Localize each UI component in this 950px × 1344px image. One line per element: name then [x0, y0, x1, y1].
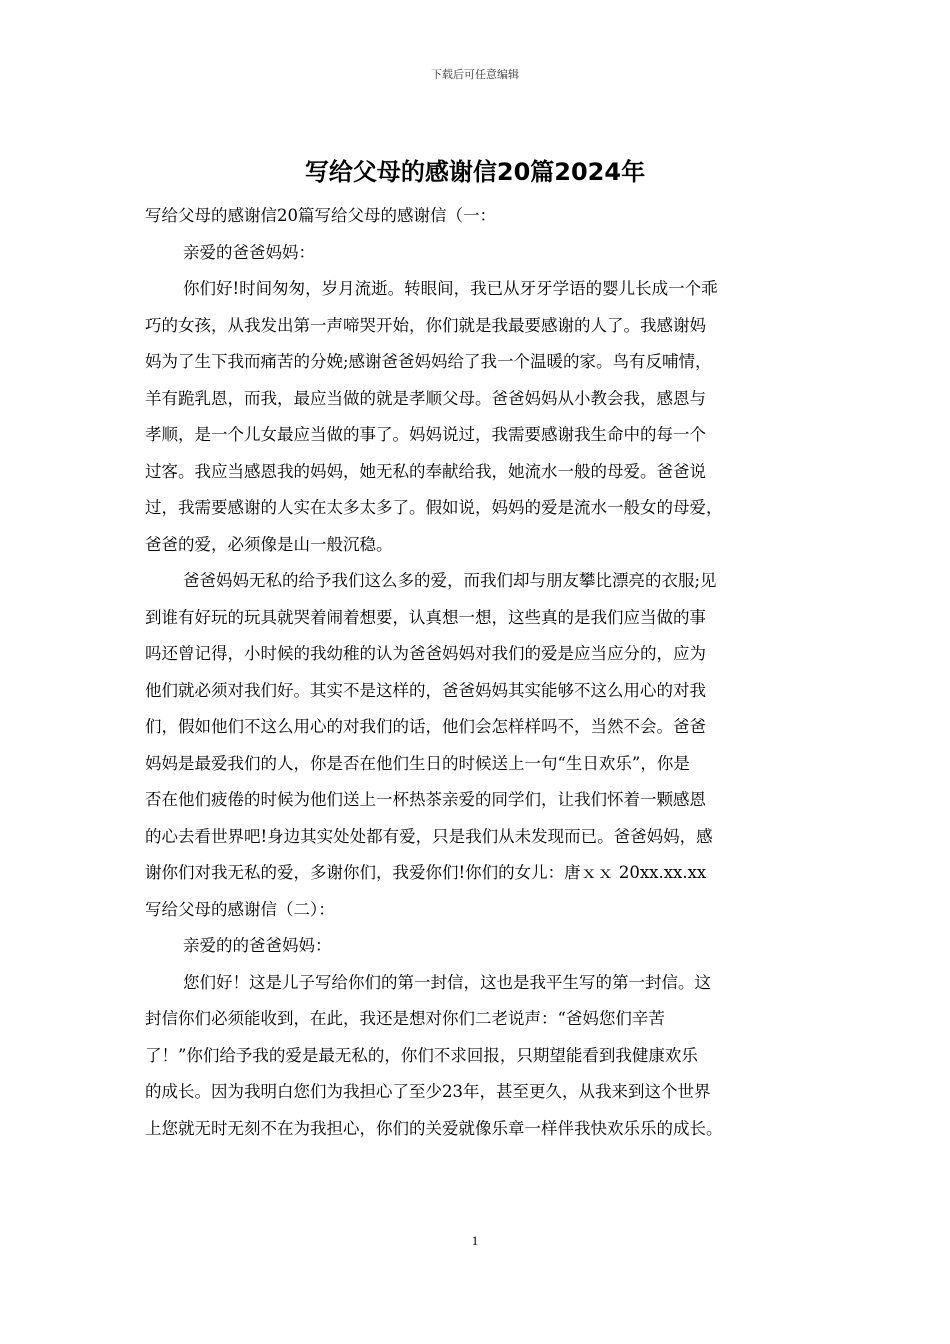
text-line: 的心去看世界吧!身边其实处处都有爱，只是我们从未发现而已。爸爸妈妈，感 [145, 826, 713, 846]
text-line: 的成长。因为我明白您们为我担心了至少23年，甚至更久，从我来到这个世界 [145, 1082, 711, 1101]
text-line: 妈为了生下我而痛苦的分娩;感谢爸爸妈妈给了我一个温暖的家。鸟有反哺情， [145, 352, 712, 371]
text-line: 写给父母的感谢信20篇写给父母的感谢信（一： [145, 206, 496, 225]
text-line: 吗还曾记得，小时候的我幼稚的认为爸爸妈妈对我们的爱是应当应分的，应为 [145, 644, 706, 663]
text-line: 您们好！这是儿子写给你们的第一封信，这也是我平生写的第一封信。这 [183, 972, 711, 992]
text-line: 到谁有好玩的玩具就哭着闹着想要，认真想一想，这些真的是我们应当做的事 [145, 607, 706, 627]
page-header-note: 下载后可任意编辑 [431, 68, 519, 81]
text-line: 羊有跪乳恩，而我，最应当做的就是孝顺父母。爸爸妈妈从小教会我，感恩与 [145, 388, 706, 408]
document-title: 写给父母的感谢信20篇2024年 [304, 158, 646, 186]
document-body [145, 198, 820, 1147]
text-line: 爸爸妈妈无私的给予我们这么多的爱，而我们却与朋友攀比漂亮的衣服;见 [183, 571, 717, 590]
text-line: 上您就无时无刻不在为我担心，你们的关爱就像乐章一样伴我快欢乐乐的成长。 [145, 1118, 723, 1138]
text-line: 爸爸的爱，必须像是山一般沉稳。 [145, 534, 393, 554]
text-line: 写给父母的感谢信（二）： [145, 899, 335, 919]
text-line: 否在他们疲倦的时候为他们送上一杯热茶亲爱的同学们，让我们怀着一颗感恩 [145, 790, 706, 809]
text-line: 巧的女孩，从我发出第一声啼哭开始，你们就是我最要感谢的人了。我感谢妈 [145, 315, 706, 335]
text-line: 了！”你们给予我的爱是最无私的，你们不求回报，只期望能看到我健康欢乐 [145, 1045, 698, 1065]
text-line: 亲爱的爸爸妈妈： [183, 242, 315, 262]
text-line: 封信你们必须能收到，在此，我还是想对你们二老说声：“爸妈您们辛苦 [145, 1009, 665, 1028]
text-line: 你们好!时间匆匆，岁月流逝。转眼间，我已从牙牙学语的婴儿长成一个乖 [183, 279, 718, 298]
page-number: 1 [471, 1233, 479, 1248]
text-line: 亲爱的的爸爸妈妈： [183, 936, 332, 955]
text-line: 过客。我应当感恩我的妈妈，她无私的奉献给我，她流水一般的母爱。爸爸说 [145, 461, 706, 481]
text-line: 谢你们对我无私的爱，多谢你们，我爱你们!你们的女儿：唐ｘｘ 20xx.xx.xx [145, 863, 707, 882]
text-line: 他们就必须对我们好。其实不是这样的，爸爸妈妈其实能够不这么用心的对我 [145, 680, 706, 700]
text-line: 妈妈是最爱我们的人，你是否在他们生日的时候送上一句“生日欢乐”，你是 [145, 753, 690, 773]
text-line: 孝顺，是一个儿女最应当做的事了。妈妈说过，我需要感谢我生命中的每一个 [145, 425, 706, 444]
text-line: 过，我需要感谢的人实在太多太多了。假如说，妈妈的爱是流水一般女的母爱， [145, 498, 723, 517]
text-line: 们，假如他们不这么用心的对我们的话，他们会怎样样吗不，当然不会。爸爸 [145, 717, 706, 736]
